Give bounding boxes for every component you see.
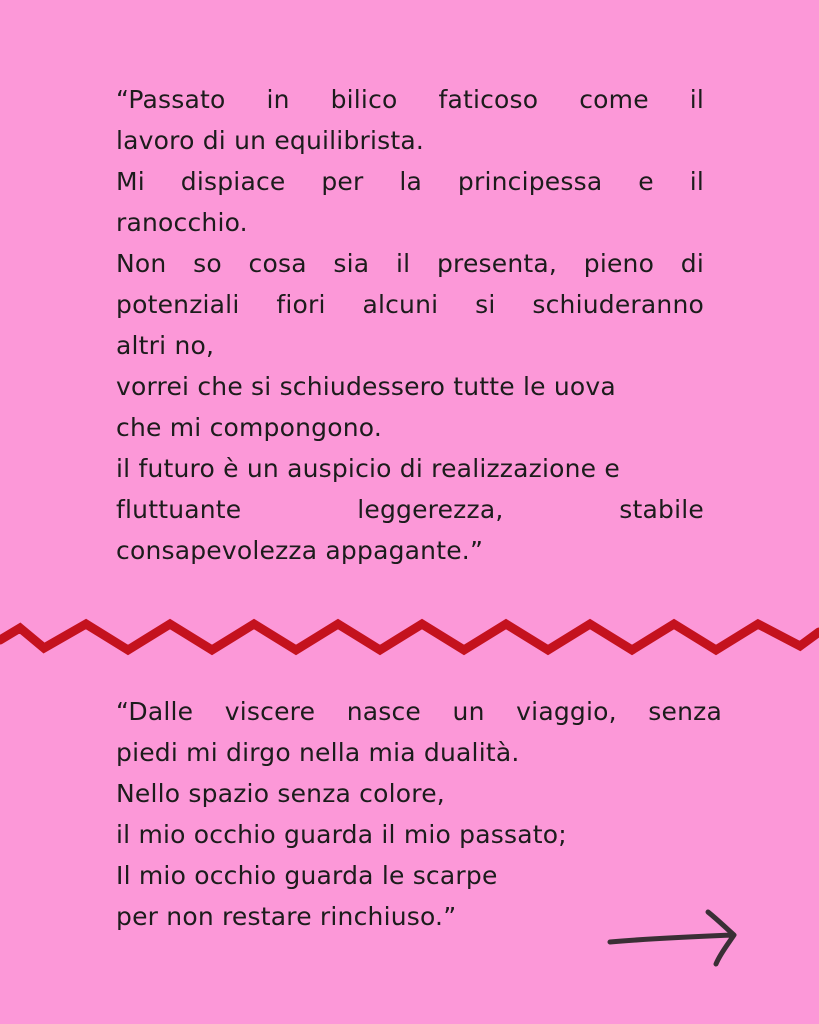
zigzag-divider <box>0 610 819 670</box>
poem-line: potenziali fiori alcuni si schiuderanno <box>116 290 704 319</box>
poem-line: Non so cosa sia il presenta, pieno di <box>116 249 704 278</box>
poem-line: consapevolezza appagante.” <box>116 536 484 565</box>
arrow-right-icon[interactable] <box>604 906 744 970</box>
poem-line: altri no, <box>116 331 215 360</box>
poem-line: “Dalle viscere nasce un viaggio, senza <box>116 697 722 726</box>
poem-top <box>116 79 704 571</box>
poem-line: Mi dispiace per la principessa e il <box>116 167 704 196</box>
poem-line: Il mio occhio guarda le scarpe <box>116 861 498 890</box>
poem-line: fluttuante leggerezza, stabile <box>116 495 704 524</box>
poem-line: “Passato in bilico faticoso come il <box>116 85 704 114</box>
poem-line: il futuro è un auspicio di realizzazione e <box>116 454 620 483</box>
poem-line: piedi mi dirgo nella mia dualità. <box>116 738 520 767</box>
poem-line: che mi compongono. <box>116 413 382 442</box>
poem-line: lavoro di un equilibrista. <box>116 126 425 155</box>
poem-bottom <box>116 691 722 937</box>
poem-line: Nello spazio senza colore, <box>116 779 445 808</box>
poem-line: vorrei che si schiudessero tutte le uova <box>116 372 616 401</box>
poem-line: il mio occhio guarda il mio passato; <box>116 820 567 849</box>
poem-line: ranocchio. <box>116 208 248 237</box>
poem-line: per non restare rinchiuso.” <box>116 902 457 931</box>
